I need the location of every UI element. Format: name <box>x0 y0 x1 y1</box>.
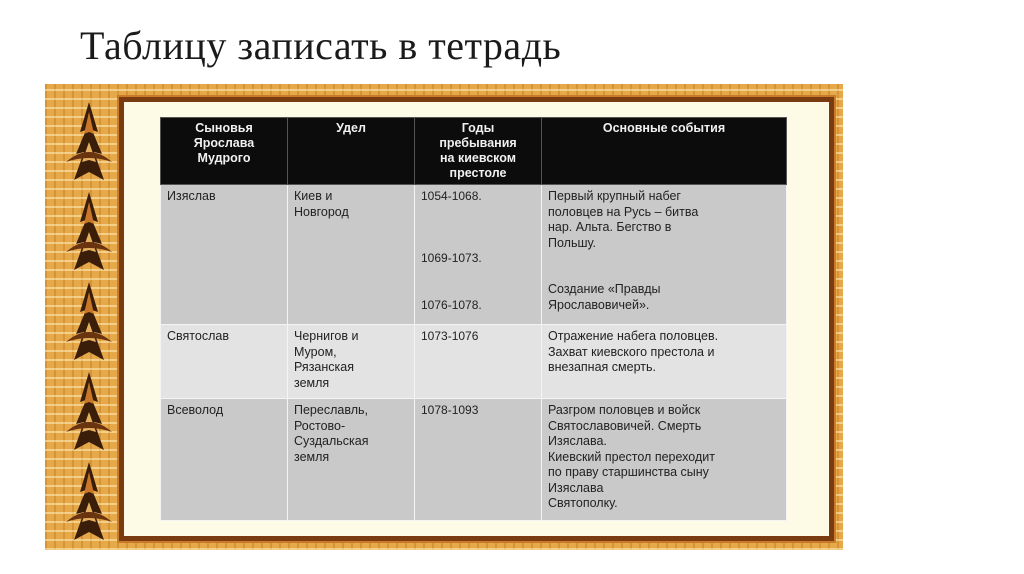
ornament-strip <box>58 94 120 540</box>
table-row <box>161 325 787 399</box>
slide-title: Таблицу записать в тетрадь <box>80 23 562 68</box>
header-events: Основные события <box>542 118 787 185</box>
cell-son: Всеволод <box>161 399 288 521</box>
header-years: Годы пребывания на киевском престоле <box>415 118 542 185</box>
cell-years: 1073-1076 <box>415 325 542 399</box>
table-row <box>161 399 787 521</box>
cell-events: Разгром половцев и войск Святославовичей. Смерть Изяслава. Киевский престол переходит по праву старшинства сыну Изяслава Святополку. <box>542 399 787 521</box>
table-header-row <box>161 118 787 185</box>
header-appanage: Удел <box>288 118 415 185</box>
sons-of-yaroslav-table <box>160 117 787 521</box>
cell-son: Изяслав <box>161 185 288 325</box>
arrow-ornament-icon <box>66 102 112 540</box>
cell-years: 1054-1068. 1069-1073. 1076-1078. <box>415 185 542 325</box>
cell-appanage: Киев и Новгород <box>288 185 415 325</box>
cell-events: Отражение набега половцев. Захват киевского престола и внезапная смерть. <box>542 325 787 399</box>
cell-appanage: Переславль, Ростово- Суздальская земля <box>288 399 415 521</box>
table-row <box>161 185 787 325</box>
cell-events: Первый крупный набег половцев на Русь – битва нар. Альта. Бегство в Польшу. Создание «Правды Ярославовичей». <box>542 185 787 325</box>
cell-years: 1078-1093 <box>415 399 542 521</box>
cell-son: Святослав <box>161 325 288 399</box>
header-sons: Сыновья Ярослава Мудрого <box>161 118 288 185</box>
cell-appanage: Чернигов и Муром, Рязанская земля <box>288 325 415 399</box>
